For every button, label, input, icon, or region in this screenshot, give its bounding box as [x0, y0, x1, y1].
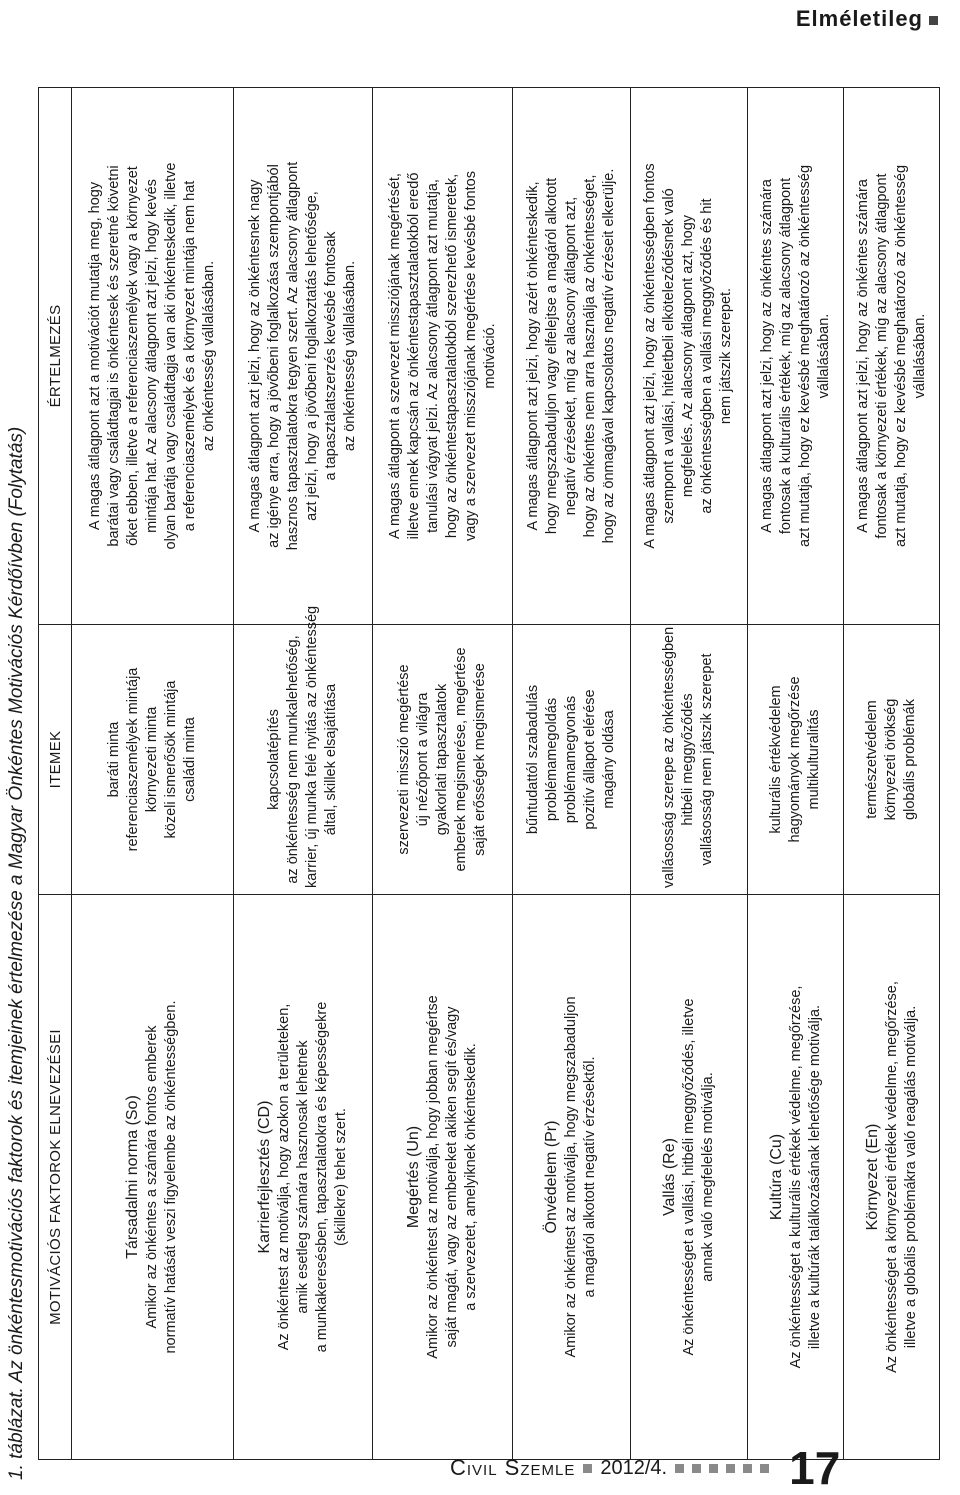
interpretation-line: hasznos tapasztalatokra tegyen szert. Az alacsony átlagpont [284, 161, 301, 551]
item-line: saját erősségek megismerése [472, 663, 489, 856]
interpretation-line: mintája hat. Az alacsony átlagpont azt jelzi, hogy kevés [143, 179, 160, 533]
interpretation-line: A magas átlagpont a szervezet missziójának megértését, [386, 173, 403, 539]
decor-square [675, 1464, 684, 1473]
interpretation-line: fontosak a kulturális értékek, míg az alacsony átlagpont [777, 177, 794, 535]
item-line: az önkéntesség nem munkalehetőség, [284, 635, 301, 884]
interpretation-line: az igénye arra, hogy a jövőbeni foglalkozása szempontjából [265, 164, 282, 548]
factor-description-line: Az önkéntest az motiválja, hogy azokon a területeken, [275, 1003, 292, 1351]
interpretation-line: motiváció. [481, 323, 498, 389]
table-row [748, 88, 844, 1460]
item-line: közeli ismerősök mintája [162, 680, 179, 839]
items-cell [512, 625, 630, 895]
item-line: emberek megismerése, megértése [453, 647, 470, 872]
item-line: vallásosság nem játszik szerepet [699, 653, 716, 866]
interpretation-line: A magas átlagpont azt jelzi, hogy azért önkénteskedik, [524, 181, 541, 531]
items-cell [748, 625, 844, 895]
interpretation-line: hogy az önmagával kapcsolatos negatív érzéseit elkerülje. [600, 168, 617, 544]
factor-name: Környezet (En) [863, 1123, 881, 1231]
interpretation-cell [72, 88, 234, 625]
item-line: új nézőpont a világra [415, 692, 432, 827]
factor-description-line: normatív hatását veszi figyelembe az önkéntességben. [163, 1000, 180, 1354]
factor-description-line: illetve a kultúrák találkozásának lehetősége motiválja. [806, 1004, 823, 1350]
factor-description-line: Az önkéntességet a környezeti értékek védelme, megőrzése, [883, 981, 900, 1373]
table-row [373, 88, 513, 1460]
factor-description-line: annak való megfelelés motiválja. [699, 1072, 716, 1282]
item-line: által, skillek elsajátítása [322, 683, 339, 836]
interpretation-line: az önkéntesség vállalásában. [200, 260, 217, 452]
interpretation-line: az önkéntességben a vallási meggyőződés és hit [699, 198, 716, 514]
interpretation-cell [512, 88, 630, 625]
factor-name: Megértés (Un) [405, 1125, 423, 1229]
table-row [630, 88, 748, 1460]
decor-square [743, 1464, 752, 1473]
interpretation-cell [233, 88, 373, 625]
item-line: hitbéli meggyőződés [680, 693, 697, 826]
interpretation-line: hogy az önkéntestapasztalatokból szerezhető ismeretek, [443, 173, 460, 539]
factor-cell [748, 895, 844, 1460]
interpretation-cell [844, 88, 940, 625]
interpretation-line: azt mutatja, hogy ez kevésbé meghatározó az önkéntesség [892, 164, 909, 548]
interpretation-cell [748, 88, 844, 625]
journal-name: Civil Szemle [450, 1455, 576, 1480]
factor-description-line: saját magát, vagy az embereket akiken segít és/vagy [444, 1006, 461, 1348]
interpretation-line: illetve ennek kapcsán az önkéntestapasztalatokból eredő [405, 172, 422, 540]
factor-description-line: Amikor az önkéntest az motiválja, hogy megszabaduljon [563, 996, 580, 1358]
header-interpretation: ÉRTELMEZÉS [39, 88, 72, 625]
factor-description-line: Az önkéntességet a vallási, hitbéli meggyőződés, illetve [680, 998, 697, 1356]
interpretation-line: szempont a vallási, hitéletbeli elköteleződésnek való [661, 188, 678, 524]
interpretation-line: a referenciaszemélyek és a környezet mintája nem hat [181, 180, 198, 532]
item-line: referenciaszemélyek mintája [124, 667, 141, 852]
factor-name: Karrierfejlesztés (CD) [255, 1100, 273, 1254]
section-label: Elméletileg [796, 6, 938, 32]
factor-cell [512, 895, 630, 1460]
item-line: természetvédelem [864, 700, 881, 819]
table-row [512, 88, 630, 1460]
interpretation-cell [373, 88, 513, 625]
factor-description-line: amik esetleg számára hasznosak lehetnek [294, 1040, 311, 1314]
factor-cell [72, 895, 234, 1460]
item-line: kapcsolatépítés [265, 709, 282, 810]
factor-cell [844, 895, 940, 1460]
interpretation-line: vállalásában. [911, 313, 928, 399]
item-line: baráti minta [105, 721, 122, 798]
interpretation-line: fontosak a környezeti értékek, míg az alacsony átlagpont [873, 173, 890, 539]
factor-name: Vallás (Re) [660, 1138, 678, 1216]
interpretation-line: negatív érzéseket, míg az alacsony átlagpont azt, [562, 196, 579, 516]
interpretation-line: A magas átlagpont azt a motivációt mutatja meg, hogy [86, 181, 103, 531]
interpretation-line: tanulási vágyat jelzi. Az alacsony átlagpont azt mutatja, [424, 179, 441, 533]
item-line: szervezeti misszió megértése [396, 664, 413, 855]
interpretation-line: hogy megszabaduljon vagy elfelejtse a magáról alkotott [543, 177, 560, 535]
item-line: gyakorlati tapasztalatok [434, 683, 451, 836]
items-cell [630, 625, 748, 895]
item-line: pozitív állapot elérése [581, 689, 598, 830]
interpretation-line: A magas átlagpont azt jelzi, hogy az önkéntességben fontos [642, 163, 659, 549]
items-cell [233, 605, 373, 895]
item-line: globális problémák [902, 699, 919, 820]
interpretation-line: azt jelzi, hogy a jövőbeni foglalkoztatás lehetősége, [303, 191, 320, 521]
factor-description-line: Amikor az önkéntes a számára fontos emberek [144, 1025, 161, 1329]
item-line: kulturális értékvédelem [768, 685, 785, 834]
items-cell [844, 625, 940, 895]
interpretation-line: vállalásában. [815, 313, 832, 399]
item-line: környezeti minta [143, 706, 160, 813]
item-line: környezeti örökség [883, 698, 900, 821]
table-caption: 1. táblázat. Az önkéntesmotivációs faktorok és itemjeinek értelmezése a Magyar Önkéntes Motivációs Kérdőívben (Folytatás) [6, 426, 27, 1480]
decor-square [760, 1464, 769, 1473]
issue-number: 2012/4. [600, 1456, 668, 1479]
factor-cell [373, 895, 513, 1460]
interpretation-line: olyan barátja vagy családtagja van aki önkénteskedik, illetve [162, 162, 179, 550]
factor-description-line: illetve a globális problémákra való reagálás motiválja. [902, 1005, 919, 1349]
item-line: családi minta [181, 717, 198, 802]
factor-cell [630, 895, 748, 1460]
table-header-row [39, 88, 72, 1460]
interpretation-cell [630, 88, 748, 625]
decor-square [692, 1464, 701, 1473]
interpretation-line: A magas átlagpont azt jelzi, hogy az önkéntesnek nagy [246, 179, 263, 533]
factor-description-line: Az önkéntességet a kulturális értékek védelme, megőrzése, [787, 985, 804, 1369]
decor-square [709, 1464, 718, 1473]
item-line: problémamegoldás [543, 697, 560, 822]
table-row [233, 88, 373, 1460]
interpretation-line: megfelelés. Az alacsony átlagpont azt, hogy [680, 214, 697, 498]
interpretation-line: vagy a szervezet missziójának megértése kevésbé fontos [462, 171, 479, 541]
table-row [844, 88, 940, 1460]
table-container [38, 88, 940, 1460]
interpretation-line: A magas átlagpont azt jelzi, hogy az önkéntes számára [854, 179, 871, 533]
factor-description-line: a szervezetet, amelyiknek önkénteskedik. [463, 1043, 480, 1311]
interpretation-line: az önkéntesség vállalásában. [341, 260, 358, 452]
page-footer [450, 1444, 950, 1492]
decor-square [726, 1464, 735, 1473]
factor-cell [233, 895, 373, 1460]
items-cell [373, 625, 513, 895]
interpretation-line: hogy az önkéntes nem arra használja az önkéntességet, [581, 174, 598, 538]
interpretation-line: nem játszik szerepet. [718, 287, 735, 425]
factor-description-line: Amikor az önkéntest az motiválja, hogy jobban megértse [425, 995, 442, 1359]
item-line: problémamegvonás [562, 695, 579, 824]
factor-description-line: a magáról alkotott negatív érzésektől. [582, 1056, 599, 1298]
table-row [72, 88, 234, 1460]
items-cell [72, 625, 234, 895]
header-items: ITEMEK [39, 625, 72, 895]
interpretation-line: őket ebben, illetve a referenciaszemélyek vagy a környezet [124, 166, 141, 546]
factor-description-line: a munkakeresésben, tapasztalatokra és képességekre [313, 1001, 330, 1353]
header-factors: MOTIVÁCIÓS FAKTOROK ELNEVEZÉSEI [39, 895, 72, 1460]
separator-square [583, 1464, 592, 1473]
item-line: hagyományok megőrzése [787, 676, 804, 843]
item-line: multikulturalitás [806, 709, 823, 810]
interpretation-line: A magas átlagpont azt jelzi, hogy az önkéntes számára [758, 179, 775, 533]
factor-description-line: (skillekre) tehet szert. [332, 1108, 349, 1246]
interpretation-line: barátai vagy családtagjai is önkéntesek és szeretné követni [105, 165, 122, 547]
item-line: vallásosság szerepe az önkéntességben [661, 626, 678, 888]
page-number: 17 [789, 1442, 841, 1494]
factor-name: Kultúra (Cu) [767, 1133, 785, 1221]
item-line: bűntudattól szabadulás [524, 684, 541, 835]
item-line: karrier, új munka felé nyitás az önkéntesség [303, 605, 320, 888]
factor-name: Önvédelem (Pr) [543, 1120, 561, 1234]
item-line: magány oldása [600, 710, 617, 809]
motivation-factors-table [38, 87, 940, 1460]
interpretation-line: azt mutatja, hogy ez kevésbé meghatározó az önkéntesség [796, 164, 813, 548]
interpretation-line: a tapasztalatszerzés kevésbé fontosak [322, 231, 339, 481]
factor-name: Társadalmi norma (So) [124, 1095, 142, 1259]
